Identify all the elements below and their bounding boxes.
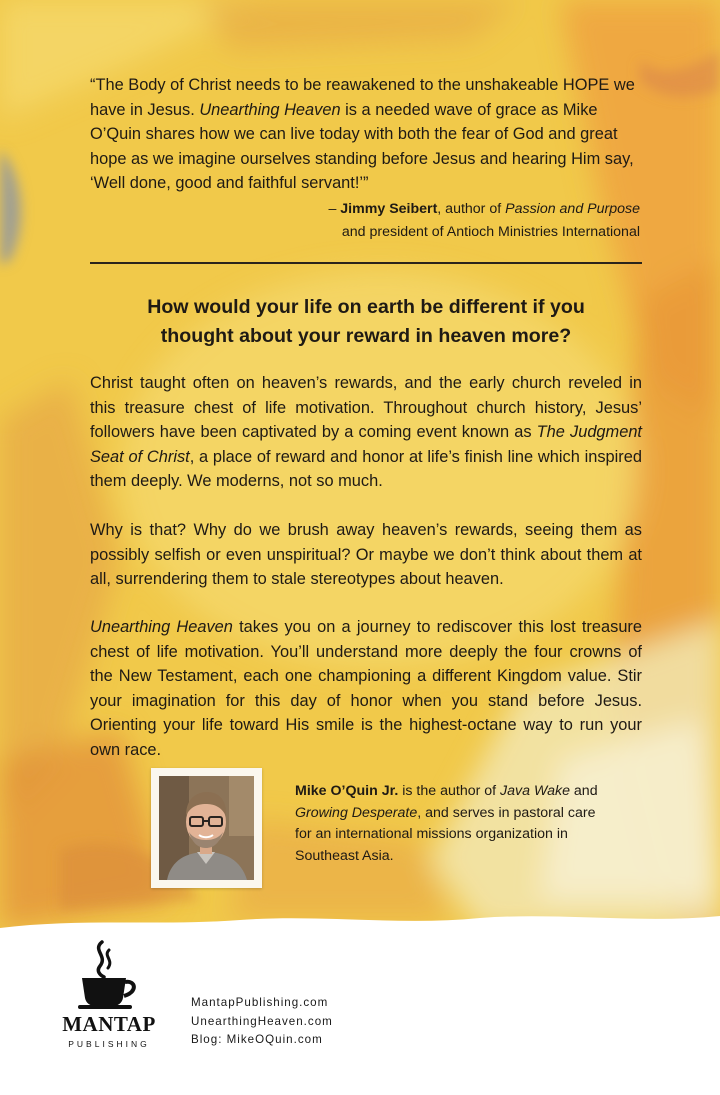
quote-text: “The Body of Christ needs to be reawakened to the unshakeable HOPE we have in Jesus. xyxy=(90,76,635,119)
publisher-logo-subtitle: PUBLISHING xyxy=(68,1039,150,1049)
paragraph-3-book-title: Unearthing Heaven xyxy=(90,618,233,636)
author-bio xyxy=(295,781,615,867)
endorser-name: Jimmy Seibert xyxy=(340,201,438,217)
endorsement-quote xyxy=(90,73,645,196)
endorser-affiliation: and president of Antioch Ministries International xyxy=(341,224,640,240)
divider-line xyxy=(90,262,642,264)
link-book-site[interactable]: UnearthingHeaven.com xyxy=(191,1014,333,1028)
paragraph-3-text: takes you on a journey to rediscover this lost treasure chest of life motivation. You’ll understand more deeply the four crowns of the New Testament, each one championing a different Kingdom value. Stir your imagination for this day of honor when you stand before Jesus. Orienting your life toward His smile is the highest-octane way to run your own race. xyxy=(90,618,643,759)
quote-book-title: Unearthing Heaven xyxy=(199,100,341,119)
headline-line-1: How would your life on earth be different if you xyxy=(147,296,585,318)
description-paragraph-3 xyxy=(90,615,642,763)
author-photo xyxy=(151,768,262,888)
author-book-1: Java Wake xyxy=(500,783,570,799)
attribution-dash: – xyxy=(328,201,341,217)
description-paragraph-1 xyxy=(90,371,642,494)
paragraph-1-text-continued: , a place of reward and honor at life’s finish line which inspired them deeply. We moderns, not so much. xyxy=(90,447,642,491)
attribution-text: , author of xyxy=(437,201,506,217)
quote-text-continued: is a needed wave of grace as Mike O’Quin shares how we can live today with both the fear of God and great hope as we imagine ourselves standing before Jesus and hearing Him say, ‘Well done, good and faithful servant!’” xyxy=(90,100,634,193)
paragraph-1-text: Christ taught often on heaven’s rewards, and the early church reveled in this treasure chest of life motivation. Throughout church history, Jesus’ followers have been captivated by a coming event known as xyxy=(90,374,642,442)
bio-text-and: and xyxy=(569,783,598,799)
paragraph-1-emphasis: The Judgment Seat of Christ xyxy=(90,423,642,466)
bio-text-continued: , and serves in pastoral care for an international missions organization in Southeast Asia. xyxy=(295,804,596,864)
author-book-2: Growing Desperate xyxy=(295,804,418,821)
website-links xyxy=(191,994,333,1050)
publisher-logo-name: MANTAP xyxy=(62,1012,156,1036)
endorser-book-title: Passion and Purpose xyxy=(505,201,640,217)
link-publisher-site[interactable]: MantapPublishing.com xyxy=(191,996,329,1009)
link-blog[interactable]: Blog: MikeOQuin.com xyxy=(191,1033,323,1046)
headline-question xyxy=(90,293,642,351)
bio-text: is the author of xyxy=(398,783,501,799)
coffee-cup-with-steam-icon xyxy=(78,940,140,1010)
description-paragraph-2: Why is that? Why do we brush away heaven’s rewards, seeing them as possibly selfish or even unspiritual? Or maybe we don’t think about them at all, surrendering them to stale stereotypes about heaven. xyxy=(90,521,642,589)
author-name: Mike O’Quin Jr. xyxy=(295,783,399,799)
headline-line-2: thought about your reward in heaven more? xyxy=(160,325,572,347)
quote-attribution xyxy=(320,198,640,244)
author-portrait-image xyxy=(159,776,254,880)
